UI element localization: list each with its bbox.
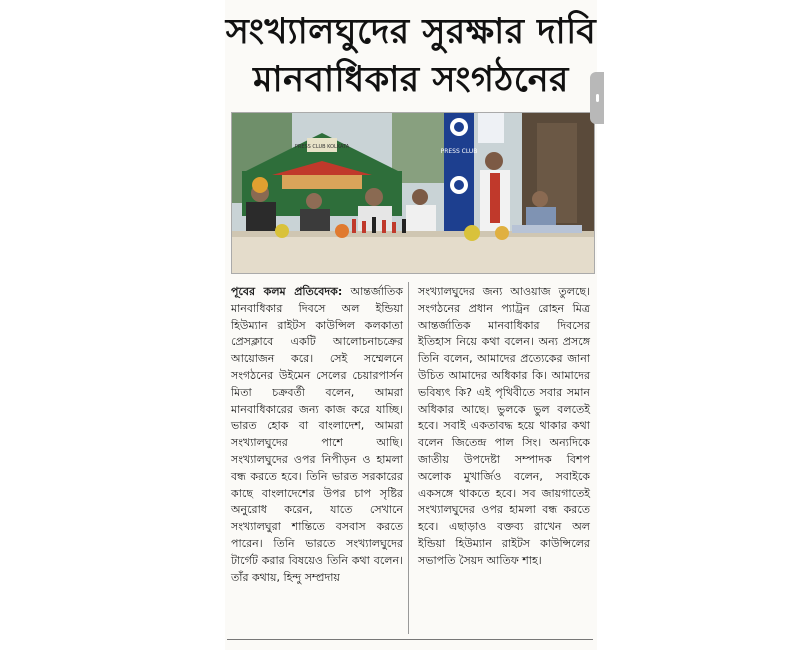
bottom-rule	[227, 639, 593, 640]
building-sign-text: PRESS CLUB KOLKATA	[294, 144, 350, 150]
article-column-left	[231, 284, 403, 586]
article-photo	[231, 112, 595, 274]
headline-line-1: সংখ্যালঘুদের সুরক্ষার দাবি	[225, 12, 597, 52]
banner-text: PRESS CLUB	[440, 148, 478, 155]
article-column-right	[418, 284, 590, 570]
newspaper-clipping	[225, 0, 597, 650]
left-column-text: আন্তর্জাতিক মানবাধিকার দিবসে অল ইন্ডিয়া হিউম্যান রাইটস কাউন্সিল কলকাতা প্রেসক্লাবে একটি আলোচনাচক্রের আয়োজন করে। সেই সম্মেলনে সংগঠনের উইমেন সেলের চেয়ারপার্সন মিতা চক্রবর্তী বলেন, আমরা মানবাধিকারের জন্য কাজ করে যাচ্ছি। ভারত হোক বা বাংলাদেশ, আমরা সংখ্যালঘুদের পাশে আছি। সংখ্যালঘুদের ওপর নিপীড়ন ও হামলা বন্ধ করতে হবে। তিনি ভারত সরকারের কাছে বাংলাদেশের উপর চাপ সৃষ্টির অনুরোধ করেন, যাতে সেখানে সংখ্যালঘুরা শান্তিতে বসবাস করতে পারেন। তিনি ভারতে সংখ্যালঘুদের টার্গেট করার বিষয়েও তিনি কথা বলেন। তাঁর কথায়, হিন্দু সম্প্রদায়	[231, 285, 403, 584]
byline: পূবের কলম প্রতিবেদক:	[231, 285, 343, 298]
headline-line-2: মানবাধিকার সংগঠনের	[253, 60, 569, 100]
press-conference-photo	[232, 113, 594, 273]
column-divider	[408, 282, 409, 634]
right-column-text: সংখ্যালঘুদের জন্য আওয়াজ তুলছে। সংগঠনের প্রধান প্যাট্রন রোহন মিত্র আন্তর্জাতিক মানবাধিকার দিবসের ইতিহাস নিয়ে কথা বলেন। অন্য প্রসঙ্গে তিনি বলেন, আমাদের প্রত্যেকের জানা উচিত আমাদের অধিকার কি। আমাদের ভবিষ্যৎ কি? এই পৃথিবীতে সবার সমান অধিকার আছে। ভুলকে ভুল বলতেই হবে। সবাই একতাবদ্ধ হয়ে থাকার কথা বলেন জিতেন্দ্র পাল সিং। অন্যদিকে জাতীয় উপদেষ্টা সম্পাদক বিশপ অলোক মুখার্জিও বলেন, সবাইকে একসঙ্গে থাকতে হবে। সব জায়গাতেই সংখ্যালঘুদের ওপর হামলা বন্ধ করতে হবে। এছাড়াও বক্তব্য রাখেন অল ইন্ডিয়া হিউম্যান রাইটস কাউন্সিলের সভাপতি সৈয়দ আতিফ শাহ।	[418, 285, 590, 567]
side-scroll-handle[interactable]	[590, 72, 604, 124]
